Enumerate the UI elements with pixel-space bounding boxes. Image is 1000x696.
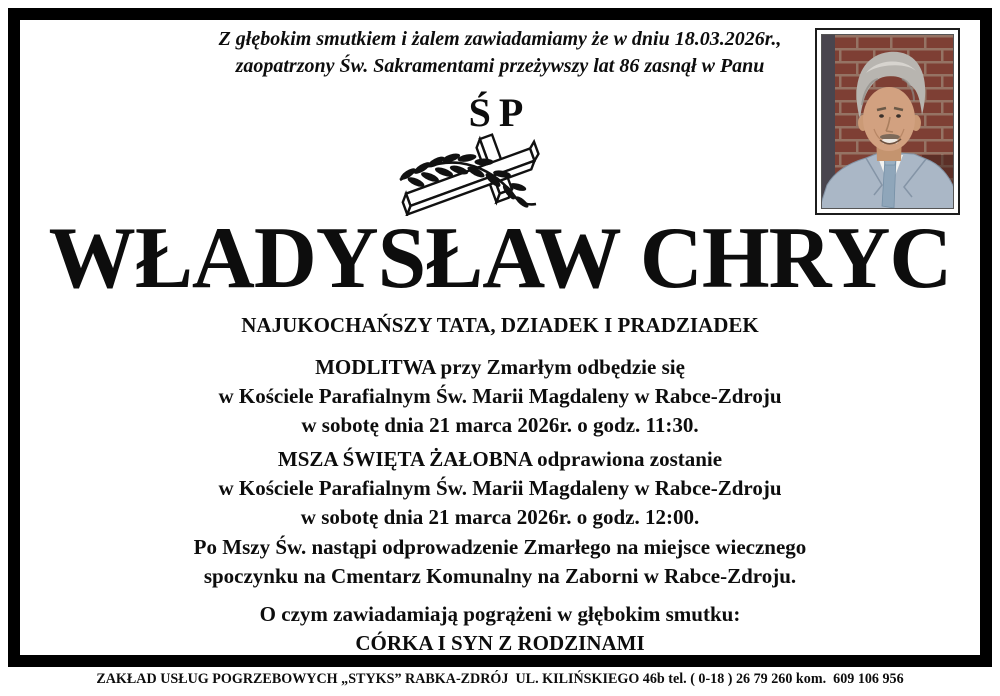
deceased-name: WŁADYSŁAW CHRYC xyxy=(48,210,952,307)
family-paragraph xyxy=(0,600,1000,658)
paragraph-line: w sobotę dnia 21 marca 2026r. o godz. 11:30. xyxy=(301,413,699,437)
paragraph-line: w Kościele Parafialnym Św. Marii Magdaleny w Rabce-Zdroju xyxy=(218,476,782,500)
paragraph-line: MSZA ŚWIĘTA ŻAŁOBNA odprawiona zostanie xyxy=(277,447,723,471)
burial-paragraph xyxy=(0,533,1000,591)
funeral-home-footer: ZAKŁAD USŁUG POGRZEBOWYCH „STYKS” RABKA-ZDRÓJ UL. KILIŃSKIEGO 46b tel. ( 0-18 ) 26 79 260 kom. 609 106 956 xyxy=(96,671,904,687)
cross-icon xyxy=(396,130,548,216)
intro-line-1: Z głębokim smutkiem i żalem zawiadamiamy że w dniu 18.03.2026r., xyxy=(218,28,782,50)
paragraph-line: spoczynku na Cmentarz Komunalny na Zaborni w Rabce-Zdroju. xyxy=(203,564,797,588)
sp-abbreviation: ŚP xyxy=(468,90,532,135)
paragraph-line: O czym zawiadamiają pogrążeni w głębokim smutku: xyxy=(259,602,741,626)
laurel-cross-icon xyxy=(396,130,548,216)
paragraph-line: Po Mszy Św. nastąpi odprowadzenie Zmarłego na miejsce wiecznego xyxy=(193,535,807,559)
relationship-subtitle: NAJUKOCHAŃSZY TATA, DZIADEK I PRADZIADEK xyxy=(241,313,759,337)
paragraph-line: w Kościele Parafialnym Św. Marii Magdaleny w Rabce-Zdroju xyxy=(218,384,782,408)
mass-paragraph xyxy=(0,445,1000,532)
paragraph-line: MODLITWA przy Zmarłym odbędzie się xyxy=(315,355,685,379)
intro-line-2: zaopatrzony Św. Sakramentami przeżywszy lat 86 zasnął w Panu xyxy=(235,55,765,77)
prayer-paragraph xyxy=(0,353,1000,440)
paragraph-line: CÓRKA I SYN Z RODZINAMI xyxy=(355,631,645,655)
paragraph-line: w sobotę dnia 21 marca 2026r. o godz. 12:00. xyxy=(300,505,700,529)
